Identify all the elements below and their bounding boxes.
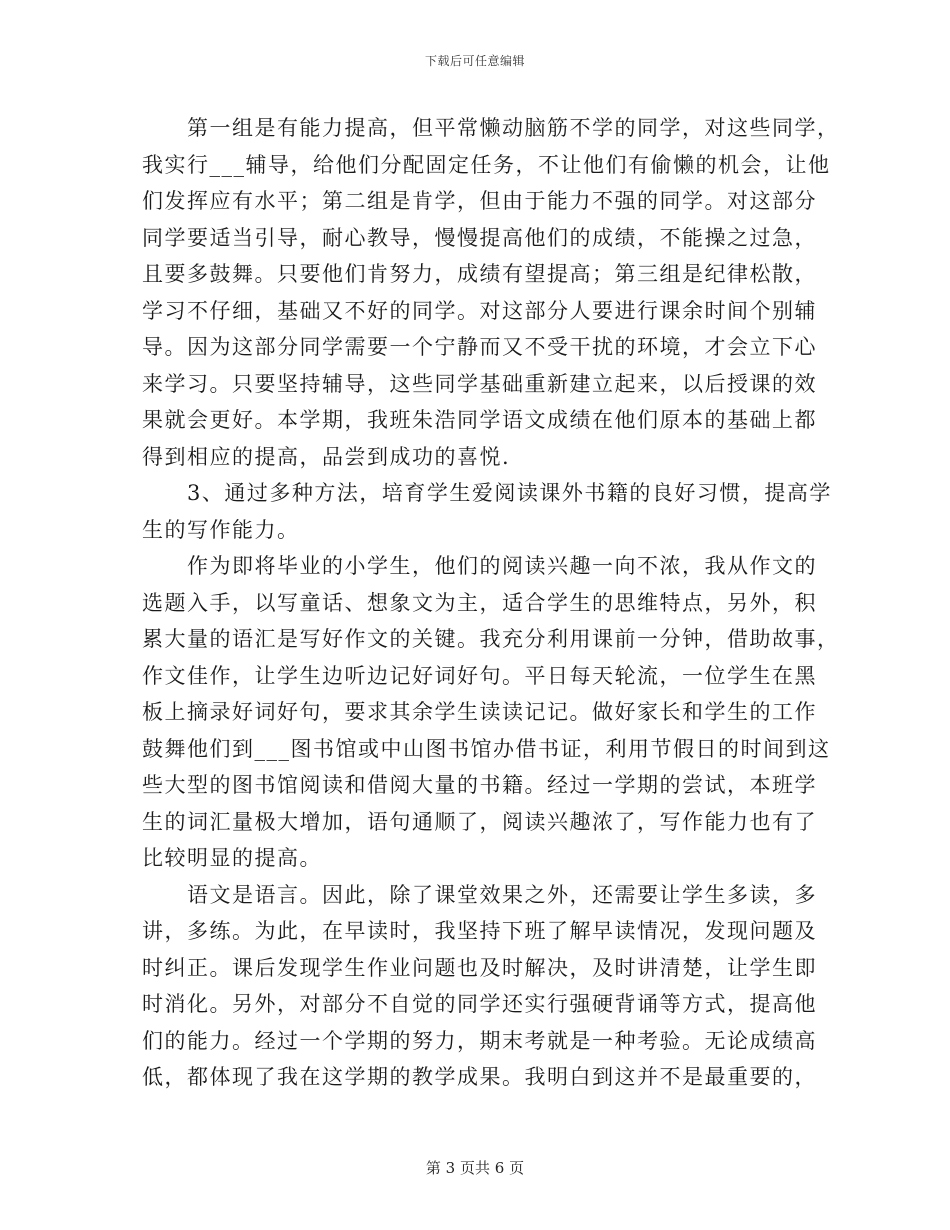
- text-line: 导。因为这部分同学需要一个宁静而又不受干扰的环境，才会立下心: [142, 335, 817, 359]
- text-line: 且要多鼓舞。只要他们肯努力，成绩有望提高；第三组是纪律松散，: [142, 262, 817, 286]
- text-line: 低，都体现了我在这学期的教学成果。我明白到这并不是最重要的，: [142, 1065, 817, 1089]
- text-line: 作文佳作，让学生边听边记好词好句。平日每天轮流，一位学生在黑: [142, 663, 817, 688]
- text-line: 比较明显的提高。: [142, 846, 322, 870]
- text-line: 们发挥应有水平；第二组是肯学，但由于能力不强的同学。对这部分: [142, 189, 817, 213]
- text-line: 作为即将毕业的小学生，他们的阅读兴趣一向不浓，我从作文的: [187, 554, 817, 578]
- text-line: 讲，多练。为此，在早读时，我坚持下班了解早读情况，发现问题及: [142, 919, 817, 943]
- text-line: 来学习。只要坚持辅导，这些同学基础重新建立起来，以后授课的效: [142, 371, 817, 396]
- text-line: 果就会更好。本学期，我班朱浩同学语文成绩在他们原本的基础上都: [142, 408, 817, 432]
- text-line: 语文是语言。因此，除了课堂效果之外，还需要让学生多读，多: [187, 882, 817, 907]
- text-line: 同学要适当引导，耐心教导，慢慢提高他们的成绩，不能操之过急，: [142, 225, 817, 250]
- text-line: 生的写作能力。: [142, 517, 300, 542]
- text-line: 时消化。另外，对部分不自觉的同学还实行强硬背诵等方式，提高他: [142, 992, 817, 1016]
- text-line: 3、通过多种方法，培育学生爱阅读课外书籍的良好习惯，提高学: [187, 481, 832, 505]
- text-line: 板上摘录好词好句，要求其余学生读读记记。做好家长和学生的工作: [142, 700, 817, 724]
- text-line: 们的能力。经过一个学期的努力，期末考就是一种考验。无论成绩高: [142, 1028, 817, 1053]
- text-line: 第一组是有能力提高，但平常懒动脑筋不学的同学，对这些同学，: [187, 116, 840, 140]
- document-body: [142, 110, 840, 1096]
- text-line: 选题入手，以写童话、想象文为主，适合学生的思维特点，另外，积: [142, 590, 817, 615]
- text-line: 些大型的图书馆阅读和借阅大量的书籍。经过一学期的尝试，本班学: [142, 773, 817, 797]
- text-line: 时纠正。课后发现学生作业问题也及时解决，及时讲清楚，让学生即: [142, 955, 817, 980]
- text-line: 生的词汇量极大增加，语句通顺了，阅读兴趣浓了，写作能力也有了: [142, 809, 817, 834]
- text-line: 得到相应的提高，品尝到成功的喜悦.: [142, 444, 511, 469]
- text-line: 学习不仔细，基础又不好的同学。对这部分人要进行课余时间个别辅: [142, 298, 817, 323]
- text-line: 累大量的语汇是写好作文的关键。我充分利用课前一分钟，借助故事，: [142, 627, 840, 651]
- text-line: 鼓舞他们到___图书馆或中山图书馆办借书证，利用节假日的时间到这: [142, 736, 831, 761]
- page-number-footer: 第 3 页共 6 页: [425, 1159, 525, 1177]
- text-line: 我实行___辅导，给他们分配固定任务，不让他们有偷懒的机会，让他: [142, 152, 831, 177]
- page-header: 下载后可任意编辑: [424, 54, 525, 68]
